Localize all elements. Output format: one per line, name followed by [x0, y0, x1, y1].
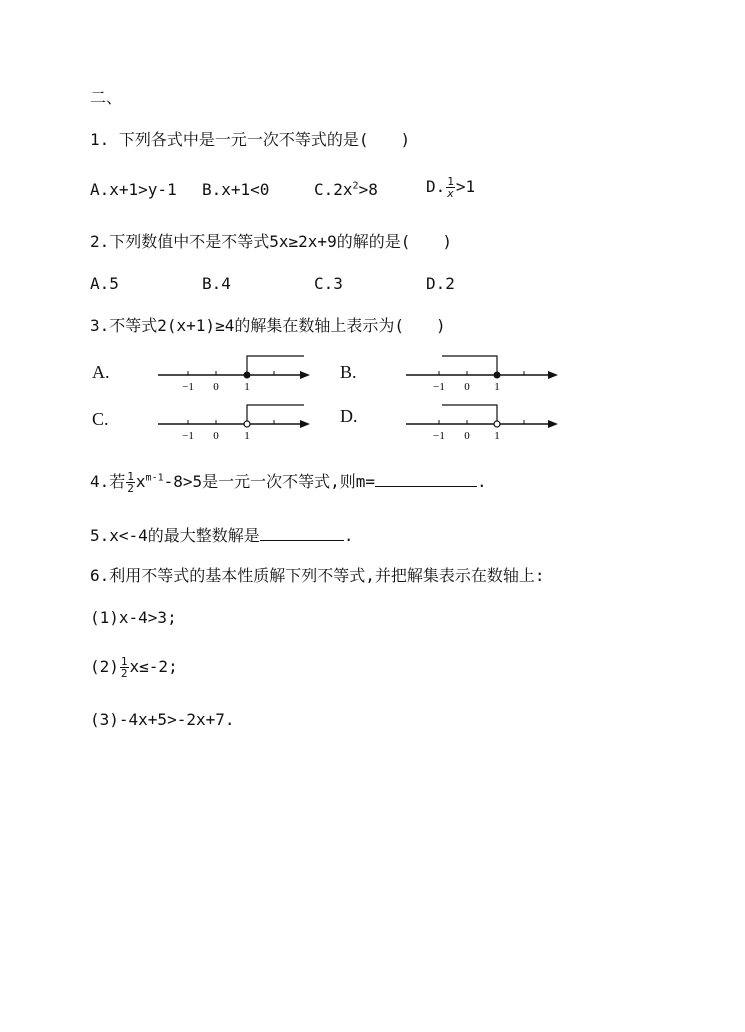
question-5	[90, 524, 353, 546]
q3-option-d-label: D.	[340, 406, 358, 426]
q1-option-c	[314, 180, 378, 200]
q5-prefix: 5.x<-4的最大整数解是	[90, 526, 260, 545]
q6-part-1: (1)x-4>3;	[90, 608, 177, 627]
q1-option-c-prefix: C.2x	[314, 180, 353, 199]
section-title: 二、	[90, 88, 123, 107]
question-2-stem: 2.下列数值中不是不等式5x≥2x+9的解的是( )	[90, 232, 452, 251]
q3-option-b-label: B.	[340, 362, 357, 382]
q1-option-d-prefix: D.	[426, 177, 446, 196]
q6-part-2-suffix: x≤-2;	[129, 657, 178, 676]
q4-end: .	[477, 472, 487, 491]
q5-answer-blank[interactable]	[260, 524, 344, 541]
q1-option-d-fraction	[446, 176, 455, 199]
q2-option-d: D.2	[426, 274, 455, 293]
q1-option-d-suffix: >1	[455, 177, 476, 196]
q3-a-tick-neg1: −1	[182, 381, 194, 393]
q4-exponent: m-1	[145, 472, 164, 484]
q4-prefix: 4.若	[90, 472, 126, 491]
q3-d-tick-0: 0	[464, 430, 470, 442]
q3-c-tick-neg1: −1	[182, 430, 194, 442]
q1-option-d-denominator: x	[447, 187, 454, 200]
q6-part-2-prefix: (2)	[90, 657, 119, 676]
q3-b-tick-0: 0	[464, 381, 470, 393]
q3-option-b-number-line	[362, 350, 602, 398]
q3-c-tick-1: 1	[244, 430, 250, 442]
q4-variable: x	[135, 472, 146, 491]
question-6-stem: 6.利用不等式的基本性质解下列不等式,并把解集表示在数轴上:	[90, 566, 545, 585]
q4-suffix: -8>5是一元一次不等式,则m=	[163, 472, 376, 491]
q3-option-a-number-line	[114, 350, 354, 398]
q3-d-tick-neg1: −1	[433, 430, 445, 442]
question-1-stem: 1. 下列各式中是一元一次不等式的是( )	[90, 130, 411, 149]
q6-part-3: (3)-4x+5>-2x+7.	[90, 710, 235, 729]
q6-part-2-numerator: 1	[120, 655, 128, 668]
question-3-stem: 3.不等式2(x+1)≥4的解集在数轴上表示为( )	[90, 316, 446, 335]
q1-option-c-suffix: >8	[358, 180, 378, 199]
q3-a-tick-0: 0	[213, 381, 219, 393]
q4-answer-blank[interactable]	[375, 470, 477, 487]
q3-option-c-label: C.	[92, 409, 109, 429]
q5-end: .	[343, 526, 354, 545]
q1-option-b: B.x+1<0	[202, 180, 270, 199]
q2-option-b: B.4	[202, 274, 231, 293]
q1-option-c-exponent: 2	[352, 180, 359, 192]
q4-numerator: 1	[127, 470, 134, 483]
q6-part-2-fraction	[120, 656, 129, 679]
question-4	[90, 470, 487, 494]
q4-denominator: 2	[127, 482, 134, 495]
q2-option-a: A.5	[90, 274, 119, 293]
q3-b-tick-neg1: −1	[433, 381, 445, 393]
q3-option-d-number-line	[362, 399, 602, 447]
q1-option-d-numerator: 1	[447, 175, 454, 188]
q3-a-tick-1: 1	[244, 381, 250, 393]
q3-option-a-label: A.	[92, 362, 110, 382]
q3-c-tick-0: 0	[213, 430, 219, 442]
q1-option-d	[426, 176, 475, 199]
q6-part-2-denominator: 2	[120, 667, 128, 680]
q1-option-a: A.x+1>y-1	[90, 180, 177, 199]
q3-d-tick-1: 1	[494, 430, 500, 442]
q3-b-tick-1: 1	[494, 381, 500, 393]
q4-fraction	[126, 471, 135, 494]
q6-part-2	[90, 656, 178, 679]
q2-option-c: C.3	[314, 274, 343, 293]
q3-option-c-number-line	[114, 399, 354, 447]
